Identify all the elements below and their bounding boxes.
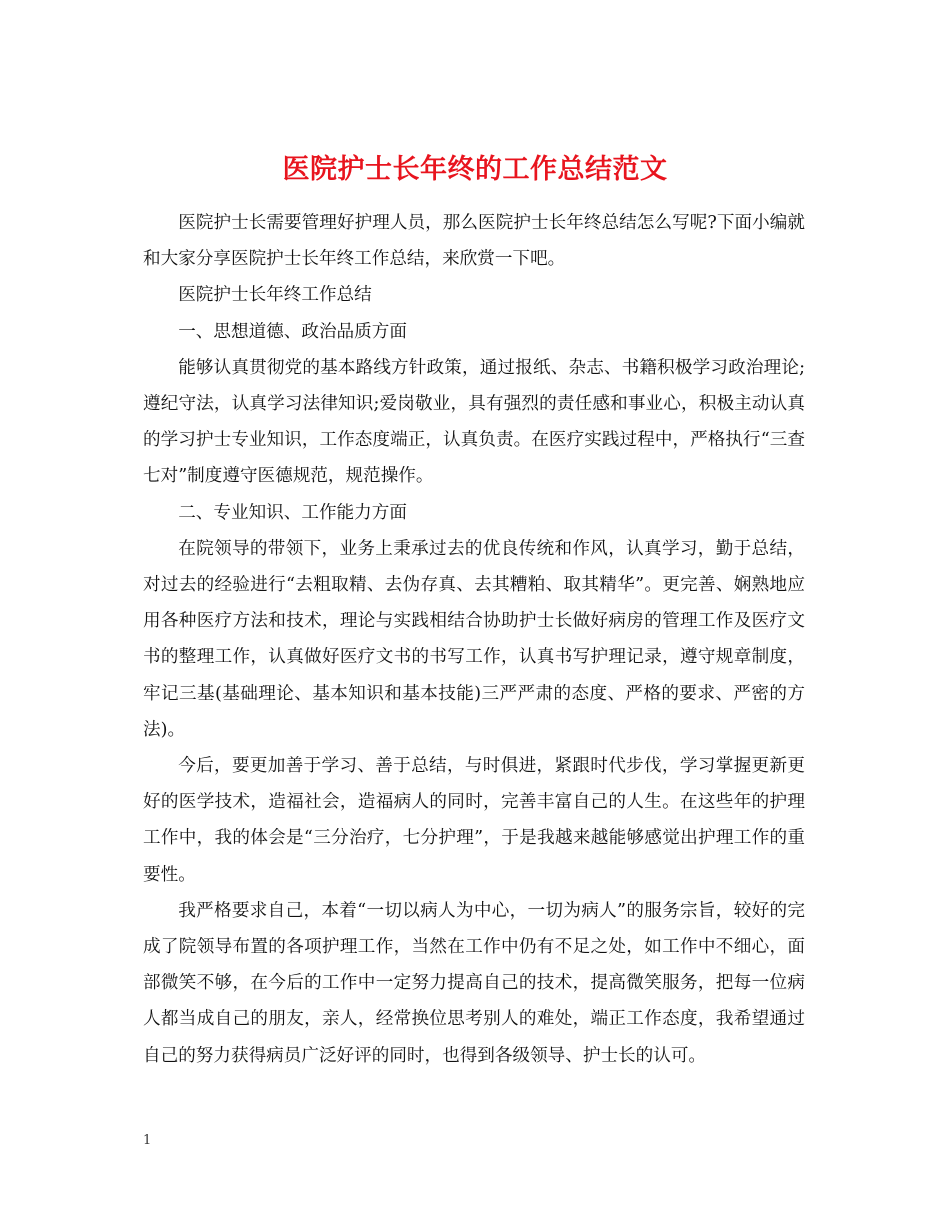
document-title: 医院护士长年终的工作总结范文 (282, 154, 668, 186)
paragraph-skills: 在院领导的带领下，业务上秉承过去的优良传统和作风，认真学习，勤于总结，对过去的经验进行“去粗取精、去伪存真、去其糟粕、取其精华”。更完善、娴熟地应用各种医疗方法和技术，理论与实践相结合协助护士长做好病房的管理工作及医疗文书的整理工作，认真做好医疗文书的书写工作，认真书写护理记录，遵守规章制度，牢记三基(基础理论、基本知识和基本技能)三严严肃的态度、严格的要求、严密的方法)。 (143, 538, 805, 740)
paragraph-subtitle: 医院护士长年终工作总结 (178, 285, 372, 306)
page-number: 1 (143, 1133, 152, 1148)
paragraph-self-requirement: 我严格要求自己，本着“一切以病人为中心，一切为病人”的服务宗旨，较好的完成了院领导布置的各项护理工作，当然在工作中仍有不足之处，如工作中不细心，面部微笑不够，在今后的工作中一定努力提高自己的技术，提高微笑服务，把每一位病人都当成自己的朋友，亲人，经常换位思考别人的难处，端正工作态度，我希望通过自己的努力获得病员广泛好评的同时，也得到各级领导、护士长的认可。 (143, 900, 805, 1066)
paragraph-intro: 医院护士长需要管理好护理人员，那么医院护士长年终总结怎么写呢?下面小编就和大家分享医院护士长年终工作总结，来欣赏一下吧。 (143, 213, 805, 270)
section-heading-skills: 二、专业知识、工作能力方面 (178, 502, 407, 523)
paragraph-future: 今后，要更加善于学习、善于总结，与时俱进，紧跟时代步伐，学习掌握更新更好的医学技术，造福社会，造福病人的同时，完善丰富自己的人生。在这些年的护理工作中，我的体会是“三分治疗，七分护理”，于是我越来越能够感觉出护理工作的重要性。 (143, 756, 805, 885)
document-body (143, 205, 805, 1074)
section-heading-ethics: 一、思想道德、政治品质方面 (178, 321, 407, 342)
paragraph-ethics: 能够认真贯彻党的基本路线方针政策，通过报纸、杂志、书籍积极学习政治理论;遵纪守法，认真学习法律知识;爱岗敬业，具有强烈的责任感和事业心，积极主动认真的学习护士专业知识，工作态度端正，认真负责。在医疗实践过程中，严格执行“三查七对”制度遵守医德规范，规范操作。 (143, 357, 805, 487)
